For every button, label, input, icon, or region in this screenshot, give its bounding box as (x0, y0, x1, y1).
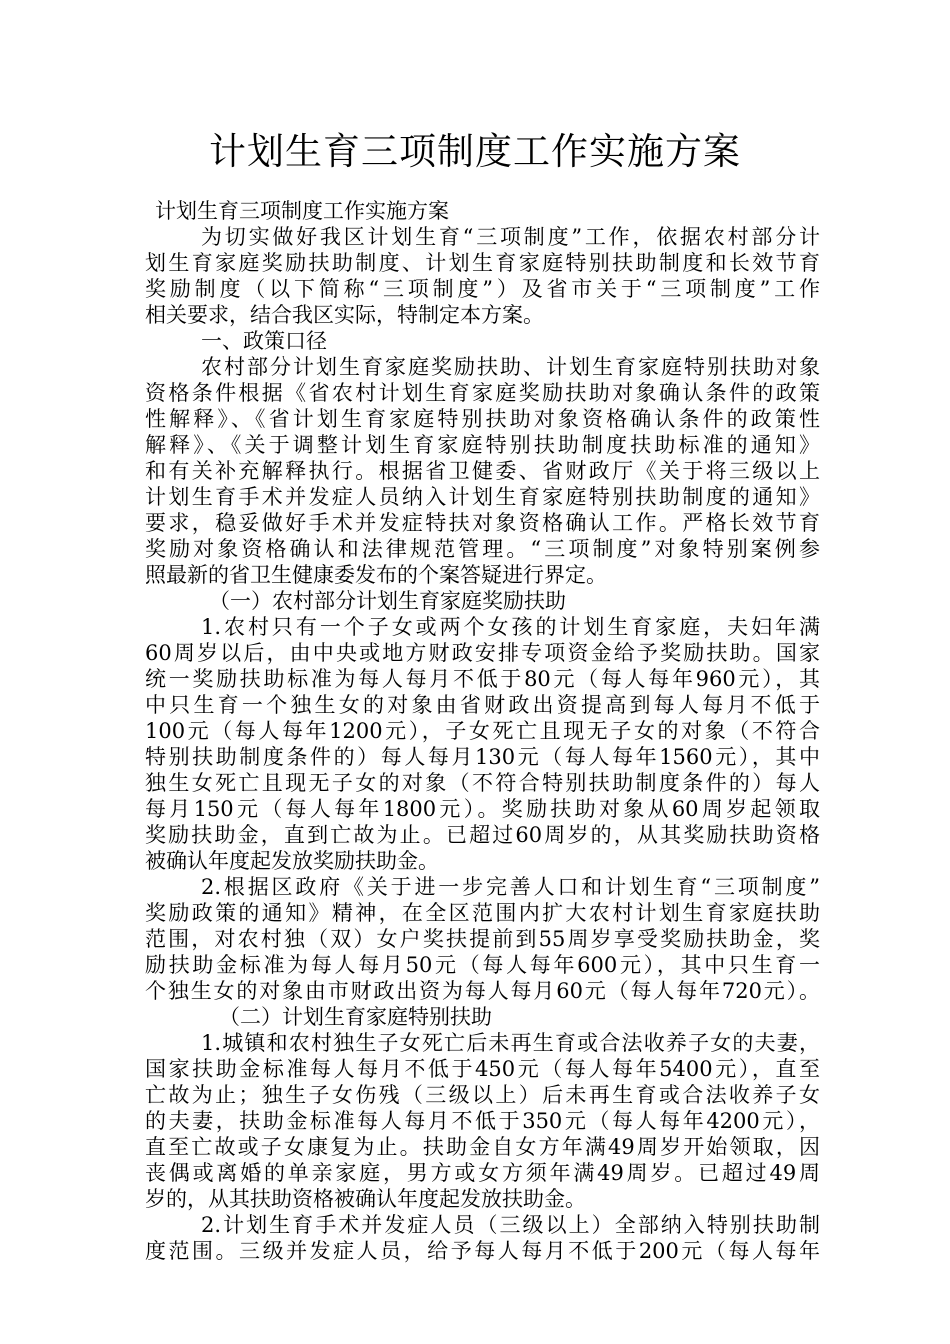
paragraph-line: 和有关补充解释执行。根据省卫健委、省财政厅《关于将三级以上 (145, 459, 820, 483)
paragraph-line: 特别扶助制度条件的）每人每月130元（每人每年1560元），其中 (145, 745, 820, 769)
paragraph-line: 农村部分计划生育家庭奖励扶助、计划生育家庭特别扶助对象 (201, 355, 820, 379)
paragraph-line: 100元（每人每年1200元），子女死亡且现无子女的对象（不符合 (145, 719, 820, 743)
paragraph-line: 2.根据区政府《关于进一步完善人口和计划生育“三项制度” (201, 875, 820, 899)
paragraph-line: 度范围。三级并发症人员，给予每人每月不低于200元（每人每年 (145, 1239, 820, 1263)
paragraph-line: 奖励政策的通知》精神，在全区范围内扩大农村计划生育家庭扶助 (145, 901, 820, 925)
paragraph-line: 中只生育一个独生女的对象由省财政出资提高到每人每月不低于 (145, 693, 820, 717)
subsection-heading: （一）农村部分计划生育家庭奖励扶助 (209, 589, 566, 613)
document-title: 计划生育三项制度工作实施方案 (209, 130, 741, 173)
paragraph-line: 奖励扶助金，直到亡故为止。已超过60周岁的，从其奖励扶助资格 (145, 823, 820, 847)
paragraph-line: 划生育家庭奖励扶助制度、计划生育家庭特别扶助制度和长效节育 (145, 251, 820, 275)
paragraph-line: 解释》、《关于调整计划生育家庭特别扶助制度扶助标准的通知》 (145, 433, 820, 457)
paragraph-line: 1.城镇和农村独生子女死亡后未再生育或合法收养子女的夫妻， (201, 1031, 820, 1055)
paragraph-line: 奖励对象资格确认和法律规范管理。“三项制度”对象特别案例参 (145, 537, 820, 561)
paragraph-line: 2.计划生育手术并发症人员（三级以上）全部纳入特别扶助制 (201, 1213, 820, 1237)
paragraph-line: 励扶助金标准为每人每月50元（每人每年600元），其中只生育一 (145, 953, 820, 977)
subsection-heading: （二）计划生育家庭特别扶助 (219, 1005, 492, 1029)
paragraph-line: 计划生育手术并发症人员纳入计划生育家庭特别扶助制度的通知》 (145, 485, 820, 509)
paragraph-line: 个独生女的对象由市财政出资为每人每月60元（每人每年720元）。 (145, 979, 820, 1003)
paragraph-line: 直至亡故或子女康复为止。扶助金自女方年满49周岁开始领取，因 (145, 1135, 820, 1159)
paragraph-line: 相关要求，结合我区实际，特制定本方案。 (145, 303, 544, 327)
paragraph-line: 资格条件根据《省农村计划生育家庭奖励扶助对象确认条件的政策 (145, 381, 820, 405)
paragraph-line: 照最新的省卫生健康委发布的个案答疑进行界定。 (145, 563, 607, 587)
section-heading: 一、政策口径 (201, 329, 327, 353)
paragraph-line: 亡故为止；独生子女伤残（三级以上）后未再生育或合法收养子女 (145, 1083, 820, 1107)
subtitle-line: 计划生育三项制度工作实施方案 (155, 199, 449, 223)
paragraph-line: 要求，稳妥做好手术并发症特扶对象资格确认工作。严格长效节育 (145, 511, 820, 535)
paragraph-line: 性解释》、《省计划生育家庭特别扶助对象资格确认条件的政策性 (145, 407, 820, 431)
paragraph-line: 被确认年度起发放奖励扶助金。 (145, 849, 439, 873)
paragraph-line: 1.农村只有一个子女或两个女孩的计划生育家庭，夫妇年满 (201, 615, 820, 639)
paragraph-line: 为切实做好我区计划生育“三项制度”工作，依据农村部分计 (201, 225, 820, 249)
paragraph-line: 国家扶助金标准每人每月不低于450元（每人每年5400元），直至 (145, 1057, 820, 1081)
paragraph-line: 岁的，从其扶助资格被确认年度起发放扶助金。 (145, 1187, 586, 1211)
paragraph-line: 奖励制度（以下简称“三项制度”）及省市关于“三项制度”工作 (145, 277, 820, 301)
paragraph-line: 每月150元（每人每年1800元）。奖励扶助对象从60周岁起领取 (145, 797, 820, 821)
paragraph-line: 独生女死亡且现无子女的对象（不符合特别扶助制度条件的）每人 (145, 771, 820, 795)
paragraph-line: 60周岁以后，由中央或地方财政安排专项资金给予奖励扶助。国家 (145, 641, 820, 665)
paragraph-line: 统一奖励扶助标准为每人每月不低于80元（每人每年960元），其 (145, 667, 820, 691)
paragraph-line: 范围，对农村独（双）女户奖扶提前到55周岁享受奖励扶助金，奖 (145, 927, 820, 951)
document-body (145, 198, 820, 1264)
paragraph-line: 丧偶或离婚的单亲家庭，男方或女方须年满49周岁。已超过49周 (145, 1161, 820, 1185)
paragraph-line: 的夫妻，扶助金标准每人每月不低于350元（每人每年4200元）， (145, 1109, 820, 1133)
